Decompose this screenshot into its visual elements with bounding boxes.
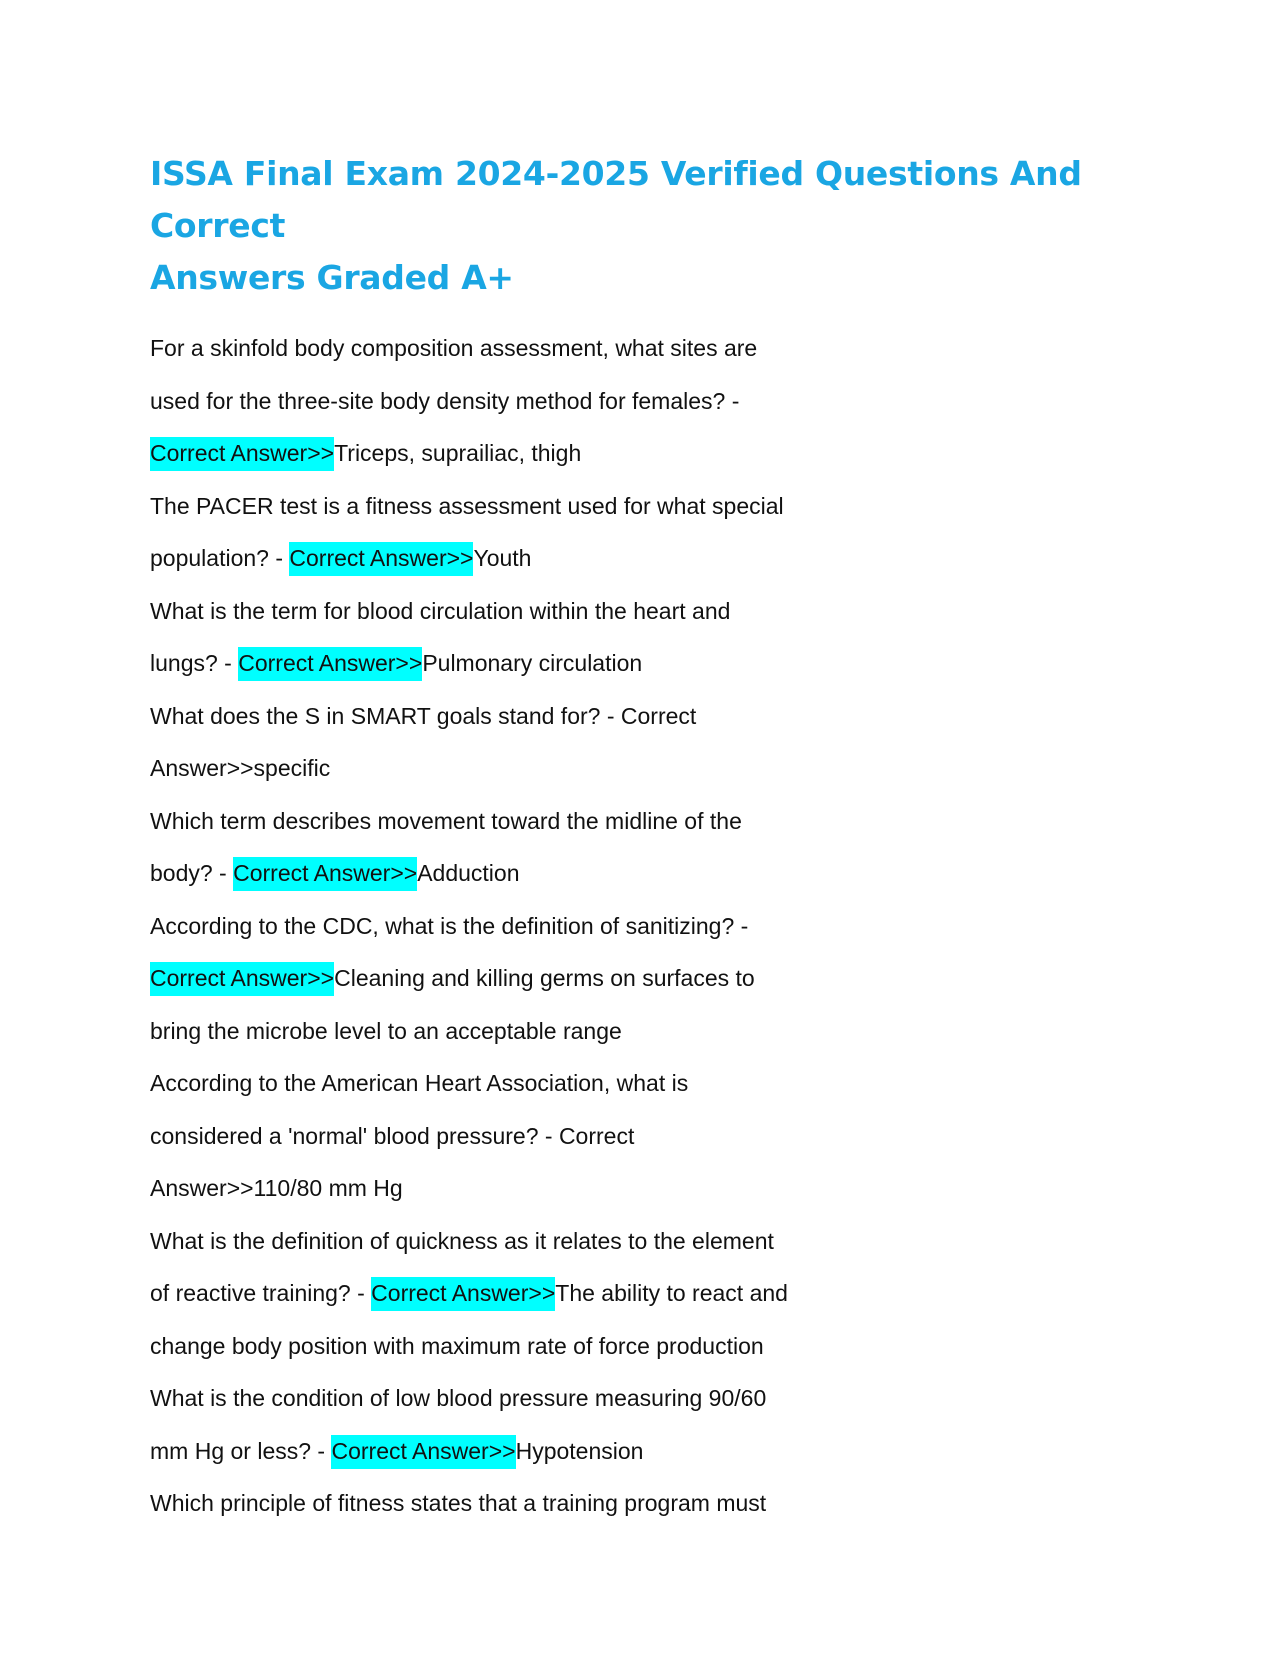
text-line	[150, 480, 870, 533]
qa-list	[150, 322, 870, 1530]
text-line	[150, 1372, 870, 1425]
text-line	[150, 847, 870, 900]
text-line	[150, 1215, 870, 1268]
line-text: Which term describes movement toward the midline of the	[150, 807, 742, 834]
line-text: lungs? -	[150, 650, 239, 676]
title-line: Answers Graded A+	[150, 258, 514, 297]
text-line	[150, 427, 870, 480]
answer-highlight: Correct Answer>>	[233, 857, 417, 891]
answer-highlight: Correct Answer>>	[238, 647, 422, 681]
text-line	[150, 795, 870, 848]
text-line	[150, 1477, 870, 1530]
line-text: Youth	[473, 545, 532, 571]
line-text: considered a 'normal' blood pressure? - Correct	[150, 1122, 635, 1149]
line-text: Hypotension	[515, 1437, 644, 1464]
text-line	[150, 952, 870, 1005]
text-line	[150, 1162, 870, 1215]
answer-highlight: Correct Answer>>	[371, 1277, 555, 1311]
line-text: Cleaning and killing germs on surfaces to	[334, 965, 755, 991]
line-text: used for the three-site body density method for females? -	[150, 387, 740, 414]
text-line	[150, 1110, 870, 1163]
answer-highlight: Correct Answer>>	[289, 542, 473, 576]
text-line	[150, 375, 870, 428]
line-text: Answer>>110/80 mm Hg	[150, 1175, 403, 1201]
line-text: mm Hg or less? -	[150, 1437, 332, 1464]
text-line	[150, 1267, 870, 1320]
text-line	[150, 585, 870, 638]
text-line	[150, 900, 870, 953]
line-text: According to the CDC, what is the definition of sanitizing? -	[150, 912, 749, 939]
line-text: For a skinfold body composition assessment, what sites are	[150, 335, 758, 361]
line-text: population? -	[150, 545, 290, 571]
line-text: According to the American Heart Association, what is	[150, 1070, 689, 1096]
answer-highlight: Correct Answer>>	[331, 1435, 515, 1469]
line-text: Triceps, suprailiac, thigh	[334, 440, 582, 466]
line-text: What does the S in SMART goals stand for? - Correct	[150, 702, 697, 729]
line-text: The PACER test is a fitness assessment used for what special	[150, 492, 784, 519]
line-text: What is the definition of quickness as it relates to the element	[150, 1227, 774, 1254]
text-line	[150, 1057, 870, 1110]
page-title	[150, 148, 1150, 304]
line-text: What is the term for blood circulation within the heart and	[150, 597, 731, 624]
text-line	[150, 742, 870, 795]
text-line	[150, 532, 870, 585]
line-text: bring the microbe level to an acceptable range	[150, 1017, 622, 1044]
line-text: change body position with maximum rate of force production	[150, 1332, 764, 1359]
text-line	[150, 1320, 870, 1373]
document-page	[150, 148, 1150, 1530]
line-text: Which principle of fitness states that a training program must	[150, 1490, 767, 1516]
answer-highlight: Correct Answer>>	[150, 962, 334, 996]
text-line	[150, 637, 870, 690]
line-text: What is the condition of low blood pressure measuring 90/60	[150, 1385, 767, 1411]
line-text: body? -	[150, 860, 234, 886]
line-text: Pulmonary circulation	[422, 650, 643, 676]
line-text: The ability to react and	[555, 1280, 788, 1306]
text-line	[150, 1005, 870, 1058]
title-line: ISSA Final Exam 2024-2025 Verified Questions And Correct	[150, 154, 1082, 245]
line-text: Adduction	[417, 860, 520, 886]
text-line	[150, 690, 870, 743]
text-line	[150, 1425, 870, 1478]
answer-highlight: Correct Answer>>	[150, 437, 334, 471]
line-text: Answer>>specific	[150, 755, 331, 781]
text-line	[150, 322, 870, 375]
line-text: of reactive training? -	[150, 1280, 372, 1306]
